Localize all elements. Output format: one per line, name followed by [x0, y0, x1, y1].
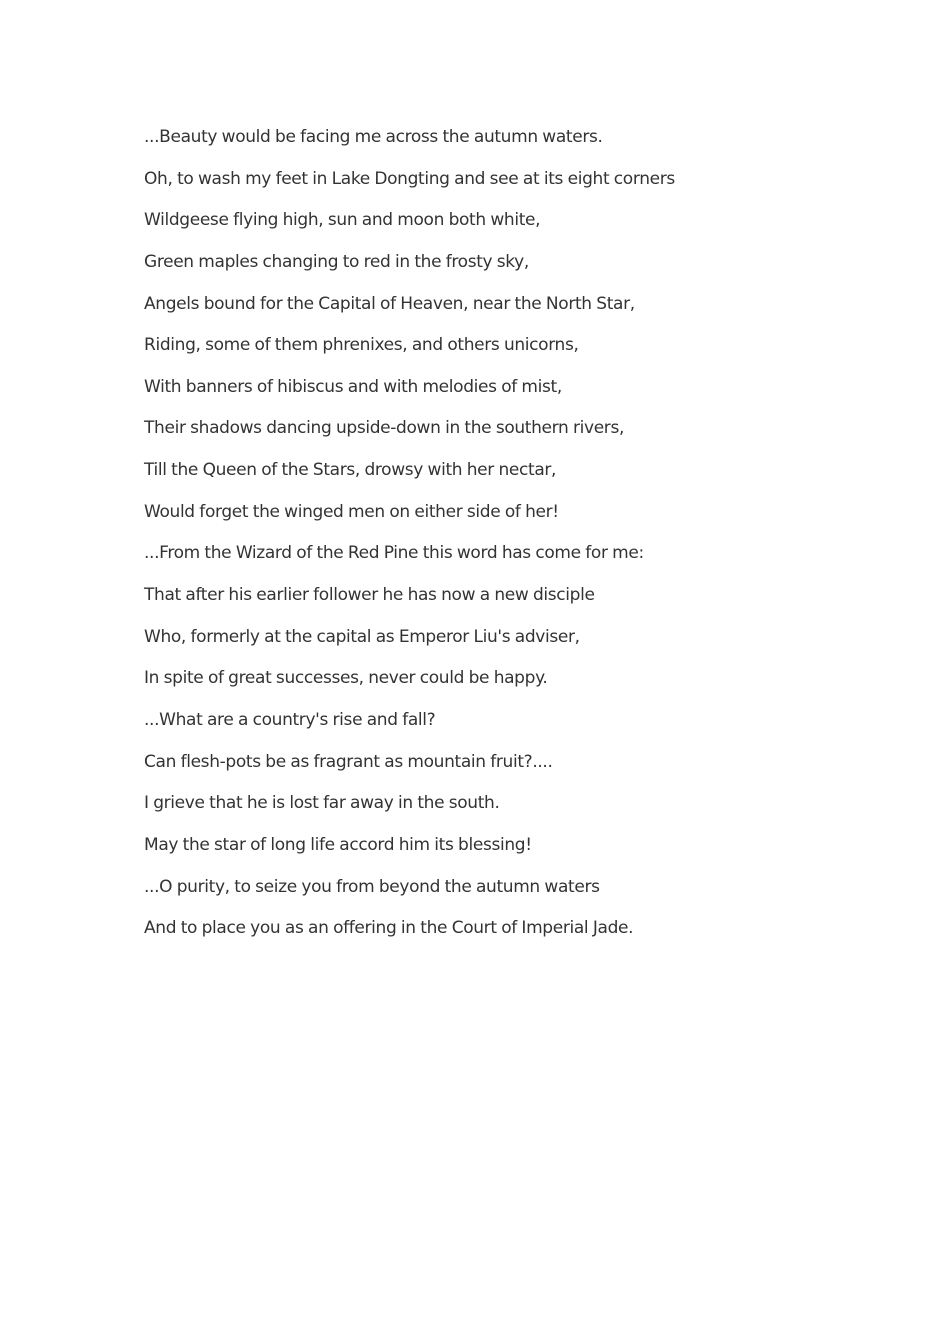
poem-line: Can flesh-pots be as fragrant as mountain fruit?.... [144, 751, 553, 772]
poem-line: Till the Queen of the Stars, drowsy with her nectar, [144, 460, 557, 481]
poem-line: Angels bound for the Capital of Heaven, near the North Star, [144, 293, 635, 314]
poem-line: Riding, some of them phrenixes, and others unicorns, [144, 335, 579, 356]
poem-line: Who, formerly at the capital as Emperor Liu's adviser, [144, 626, 580, 647]
poem-line: Green maples changing to red in the frosty sky, [144, 251, 529, 272]
poem-line: Their shadows dancing upside-down in the southern rivers, [144, 418, 625, 439]
poem-line: ...What are a country's rise and fall? [144, 709, 436, 730]
poem-line: May the star of long life accord him its blessing! [144, 834, 532, 855]
poem-line: ...From the Wizard of the Red Pine this word has come for me: [144, 543, 644, 564]
poem-line: I grieve that he is lost far away in the south. [144, 793, 500, 814]
poem-line: With banners of hibiscus and with melodies of mist, [144, 376, 562, 397]
poem-line: Wildgeese flying high, sun and moon both white, [144, 210, 541, 231]
poem-line: And to place you as an offering in the Court of Imperial Jade. [144, 918, 634, 939]
poem-text [144, 125, 844, 958]
poem-line: Oh, to wash my feet in Lake Dongting and see at its eight corners [144, 168, 675, 189]
poem-line: That after his earlier follower he has now a new disciple [144, 585, 595, 606]
poem-line: Would forget the winged men on either side of her! [144, 501, 559, 522]
poem-line: In spite of great successes, never could be happy. [144, 668, 548, 689]
poem-line: ...Beauty would be facing me across the autumn waters. [144, 127, 603, 147]
poem-line: ...O purity, to seize you from beyond the autumn waters [144, 876, 600, 897]
